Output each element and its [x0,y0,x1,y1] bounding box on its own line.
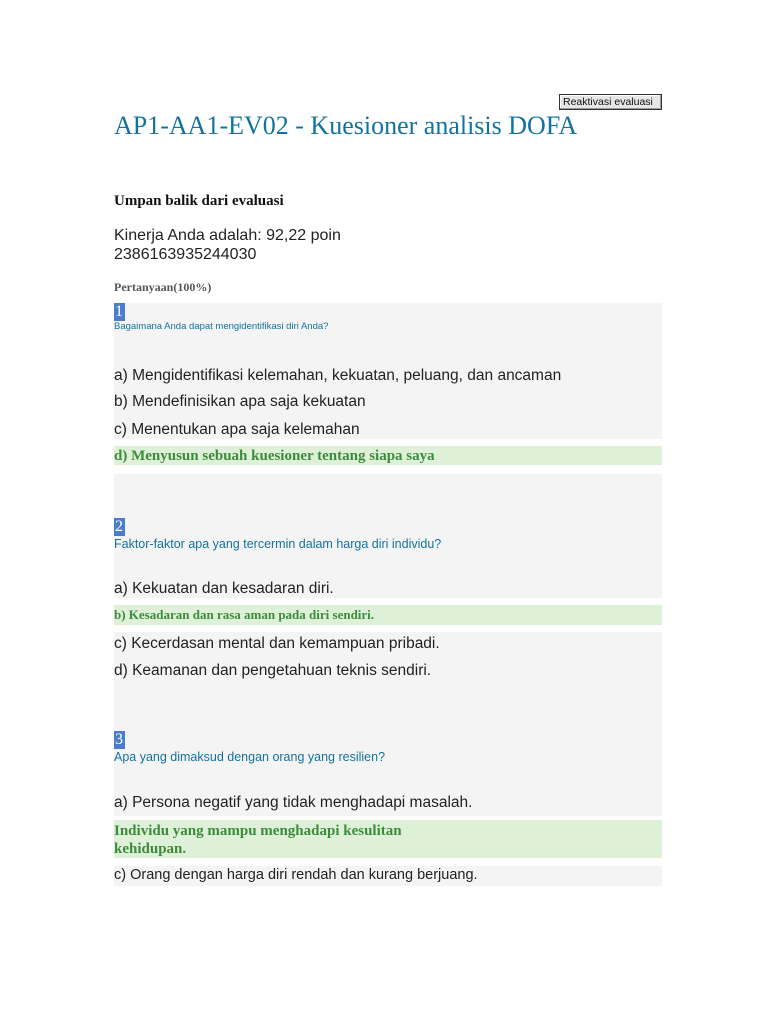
question-1-text: Bagaimana Anda dapat mengidentifikasi diri Anda? [114,321,329,332]
reactivate-evaluation-button[interactable]: Reaktivasi evaluasi [559,94,662,110]
question-1-number: 1 [115,303,123,320]
question-2-option-d[interactable]: d) Keamanan dan pengetahuan teknis sendiri. [114,662,432,679]
feedback-heading: Umpan balik dari evaluasi [114,193,284,209]
question-3-option-b-correct[interactable]: Individu yang mampu menghadapi kesulitan kehidupan. [114,823,402,857]
question-2-option-c[interactable]: c) Kecerdasan mental dan kemampuan pribadi. [114,635,440,652]
score-code: 2386163935244030 [114,246,257,263]
question-2-number: 2 [115,518,123,535]
question-2-option-a[interactable]: a) Kekuatan dan kesadaran diri. [114,580,334,597]
question-1-option-a[interactable]: a) Mengidentifikasi kelemahan, kekuatan, peluang, dan ancaman [114,367,562,384]
question-2-text: Faktor-faktor apa yang tercermin dalam harga diri individu? [114,537,442,551]
question-3-number: 3 [115,731,123,748]
question-1-option-c[interactable]: c) Menentukan apa saja kelemahan [114,421,360,438]
page-title: AP1-AA1-EV02 - Kuesioner analisis DOFA [114,111,578,140]
question-3-option-a[interactable]: a) Persona negatif yang tidak menghadapi masalah. [114,794,473,811]
question-1-option-b[interactable]: b) Mendefinisikan apa saja kekuatan [114,393,366,410]
questions-heading: Pertanyaan(100%) [114,280,212,294]
score-text: Kinerja Anda adalah: 92,22 poin [114,227,341,244]
question-2-option-b-correct[interactable]: b) Kesadaran dan rasa aman pada diri sendiri. [114,607,375,622]
question-3-option-c[interactable]: c) Orang dengan harga diri rendah dan kurang berjuang. [114,867,478,883]
question-3-text: Apa yang dimaksud dengan orang yang resilien? [114,750,386,764]
question-1-option-d-correct[interactable]: d) Menyusun sebuah kuesioner tentang siapa saya [114,448,435,464]
